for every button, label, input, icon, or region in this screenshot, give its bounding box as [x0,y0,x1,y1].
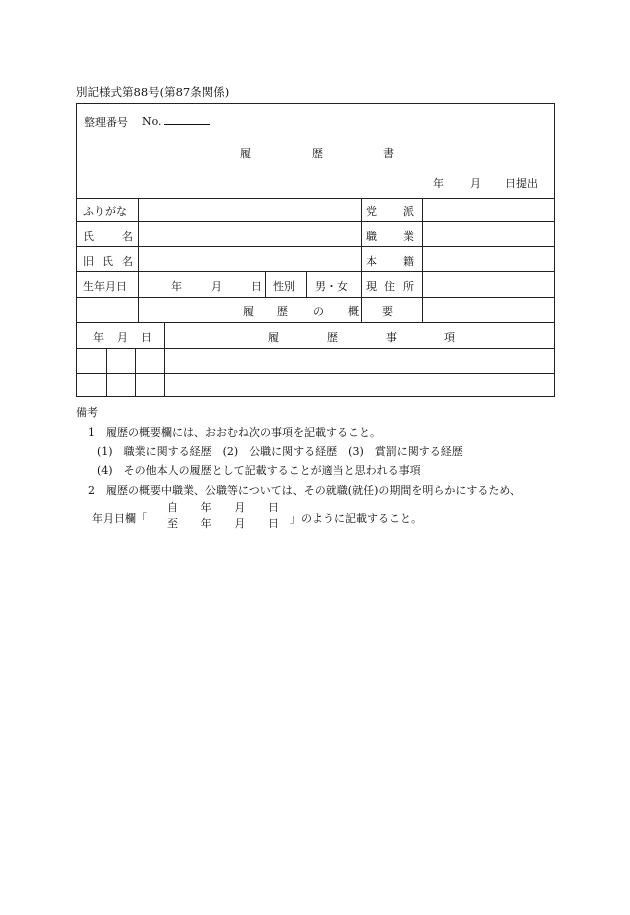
example-from-char: 日 [267,501,279,514]
summary-heading-char: 履 [243,305,254,318]
divider [77,322,554,323]
example-from-char: 月 [234,501,246,514]
example-to-char: 日 [267,517,279,530]
occupation-label-char: 職 [366,230,377,243]
summary-heading-char: 概 [348,305,359,318]
submitted-day: 日提出 [505,177,538,190]
divider [135,348,136,396]
party-label-char: 派 [403,205,414,218]
party-label-char: 党 [366,205,377,218]
matter-heading-char: 事 [386,331,397,344]
matter-heading-char: 歴 [327,331,338,344]
address-label-char: 所 [403,280,414,293]
serial-number-field[interactable] [142,114,210,128]
divider [77,221,554,222]
notes-heading: 備考 [76,406,98,419]
date-col-day: 日 [141,331,152,344]
example-from-char: 自 [167,501,178,514]
note-example-suffix: 」のように記載すること。 [290,512,422,525]
note-item-2: 2 履歴の概要中職業、公職等については、その就職(就任)の期間を明らかにするため、 [88,484,521,497]
birth-month: 月 [211,280,222,293]
divider [77,373,554,374]
date-col-year: 年 [93,331,104,344]
former-name-label-char: 名 [122,255,133,268]
serial-number-blank [164,114,210,125]
birth-year: 年 [171,280,182,293]
divider [265,271,266,297]
submitted-year: 年 [433,177,444,190]
example-to-char: 至 [167,517,178,530]
submitted-month: 月 [470,177,481,190]
furigana-label: ふりがな [83,205,127,218]
date-col-month: 月 [117,331,128,344]
resume-form-table [76,103,555,397]
note-example-prefix: 年月日欄「 [92,512,147,525]
form-title: 別記様式第88号(第87条関係) [76,85,230,99]
divider [164,322,165,396]
divider [77,297,554,298]
note-item-1: 1 履歴の概要欄には、おおむね次の事項を記載すること。 [88,426,381,439]
divider [77,198,554,199]
summary-heading-char: 歴 [277,305,288,318]
honseki-label-char: 籍 [403,255,414,268]
occupation-label-char: 業 [403,230,414,243]
divider [422,198,423,322]
document-title-char: 歴 [312,147,323,160]
no-label: No. [142,115,162,128]
gender-value: 男・女 [315,280,348,293]
divider [77,348,554,349]
divider [306,271,307,297]
address-label-char: 住 [384,280,395,293]
divider [138,198,139,322]
note-example-to [167,515,279,531]
address-label-char: 現 [366,280,377,293]
divider [77,246,554,247]
note-sub-2: (4) その他本人の履歴として記載することが適当と思われる事項 [97,464,421,477]
name-label-char: 氏 [83,230,94,243]
note-sub-1: (1) 職業に関する経歴 (2) 公職に関する経歴 (3) 賞罰に関する経歴 [97,445,463,458]
divider [106,348,107,396]
example-to-char: 年 [200,517,212,530]
divider [77,271,554,272]
summary-heading-char: 要 [382,305,393,318]
divider [361,198,362,322]
example-from-char: 年 [200,501,212,514]
former-name-label-char: 旧 [83,255,94,268]
matter-heading-char: 履 [268,331,279,344]
former-name-label-char: 氏 [102,255,113,268]
birthdate-label: 生年月日 [83,280,127,293]
name-label-char: 名 [122,230,133,243]
document-title-char: 履 [240,147,251,160]
honseki-label-char: 本 [366,255,377,268]
document-title-char: 書 [383,147,394,160]
note-example-from [167,499,279,515]
gender-label: 性別 [273,280,295,293]
serial-number-label: 整理番号 [84,116,128,129]
birth-day: 日 [251,280,262,293]
example-to-char: 月 [234,517,246,530]
matter-heading-char: 項 [444,331,455,344]
summary-heading-char: の [313,305,324,318]
